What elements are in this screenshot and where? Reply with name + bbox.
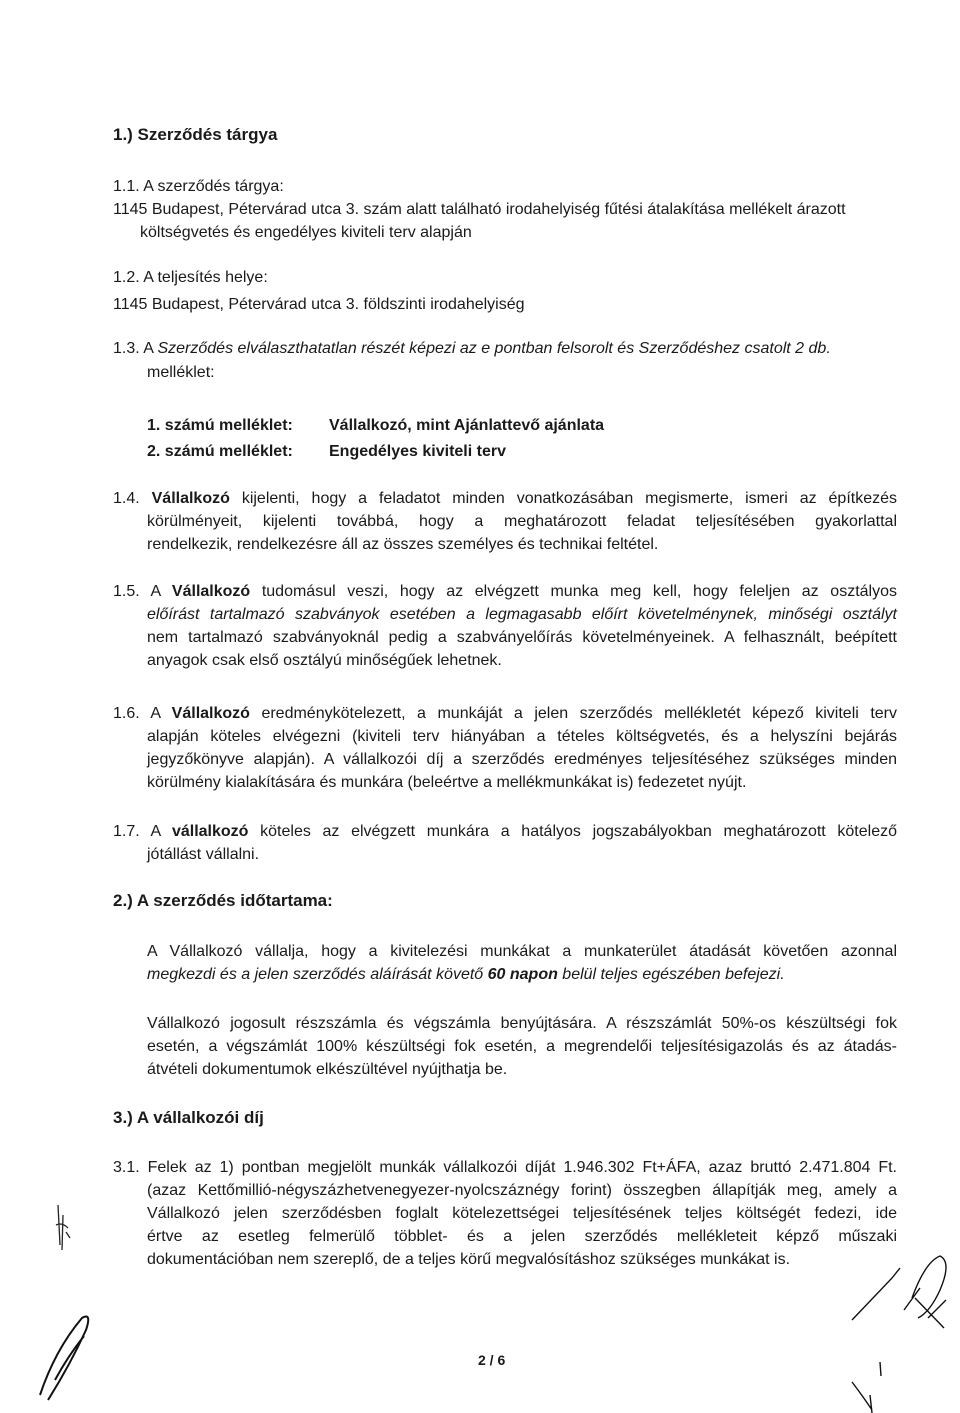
item-1-2-title: 1.2. A teljesítés helye: — [113, 269, 268, 286]
bottom-left-signature — [40, 1317, 88, 1401]
item-1-5-body: 1.5. A Vállalkozó tudomásul veszi, hogy az elvégzett munka meg kell, hogy feleljen az osztályos előírást tartalmazó szabványok esetében a legmagasabb előírt követelménynek, minőségi osztályt nem tartalmazó szabványoknál pedig a szabványelőírás követelményeinek. A felhasznált, beépített anyagok csak első osztályú minőségűek lehetnek. — [113, 583, 897, 669]
item-1-4-body: 1.4. Vállalkozó kijelenti, hogy a feladatot minden vonatkozásában megismerte, ismeri az építkezés körülményeit, kijelenti továbbá, hogy a meghatározott feladat teljesítésében gyakorlattal rendelkezik, rendelkezésre áll az összes személyes és technikai feltétel. — [113, 490, 898, 553]
item-1-3-line2: melléklet: — [147, 364, 215, 381]
item-1-1-label: A szerződés tárgya: — [143, 178, 284, 195]
item-1-7-body: 1.7. A vállalkozó köteles az elvégzett munkára a hatályos jogszabályokban meghatározott kötelező jótállást vállalni. — [113, 823, 898, 863]
annex-1-label: 1. számú melléklet: — [147, 417, 293, 434]
item-1-3-body: 1.3. A Szerződés elválaszthatatlan részét képezi az e pontban felsorolt és Szerződéshez csatolt 2 db. — [113, 340, 831, 357]
section-1-heading: 1.) Szerződés tárgya — [113, 125, 278, 144]
page-number: 2 / 6 — [478, 1352, 506, 1368]
annex-2-title: Engedélyes kiviteli terv — [329, 443, 506, 460]
item-3-1-body: 3.1. Felek az 1) pontban megjelölt munkák vállalkozói díját 1.946.302 Ft+ÁFA, azaz bruttó 2.471.804 Ft. (azaz Kettőmillió-négyszázhetvenegyezer-nyolcszáznégy forint) összegben állapítják meg, amely a Vállalkozó jelen szerződésben foglalt kötelezettségei teljesítésének teljes költségét fedezi, ide értve az esetleg felmerülő többlet- és a jelen szerződés mellékleteit képző műszaki dokumentációban nem szereplő, de a teljes körű megvalósításhoz szükséges munkákat is. — [113, 1159, 897, 1268]
section-2-paragraph-2: Vállalkozó jogosult részszámla és végszámla benyújtására. A részszámlát 50%-os készültségi fok esetén, a végszámlát 100% készültségi fok esetén, a megrendelői teljesítésigazolás és az átadás- átvételi dokumentumok elkészültével nyújthatja be. — [147, 1015, 897, 1078]
bottom-right-initials — [852, 1256, 946, 1413]
item-1-1-number: 1.1. — [113, 178, 140, 195]
item-1-6-body: 1.6. A Vállalkozó eredménykötelezett, a munkáját a jelen szerződés mellékletét képező kiviteli terv alapján köteles elvégezni (kiviteli terv hiányában a tételes költségvetés, és a helyszíni bejárás jegyzőkönyve alapján). A vállalkozói díj a szerződés eredményes teljesítéséhez szükséges minden körülmény kialakítására és munkára (beleértve a mellékmunkákat is) fedezetet nyújt. — [113, 705, 898, 791]
item-1-1-body: 1145 Budapest, Pétervárad utca 3. szám alatt található irodahelyiség fűtési átalakítása mellékelt árazott költségvetés és engedélyes kiviteli terv alapján — [113, 201, 846, 241]
annex-1-title: Vállalkozó, mint Ajánlattevő ajánlata — [329, 417, 605, 434]
annex-2-label: 2. számú melléklet: — [147, 443, 293, 460]
section-2-paragraph-1: A Vállalkozó vállalja, hogy a kivitelezési munkákat a munkaterület átadását követően azonnal megkezdi és a jelen szerződés aláírását követő 60 napon belül teljes egészében befejezi. — [147, 943, 897, 983]
left-margin-scribble — [56, 1205, 70, 1250]
section-3-heading: 3.) A vállalkozói díj — [113, 1108, 264, 1127]
item-1-2-body: 1145 Budapest, Pétervárad utca 3. földszinti irodahelyiség — [113, 296, 525, 313]
section-2-heading: 2.) A szerződés időtartama: — [113, 891, 333, 910]
